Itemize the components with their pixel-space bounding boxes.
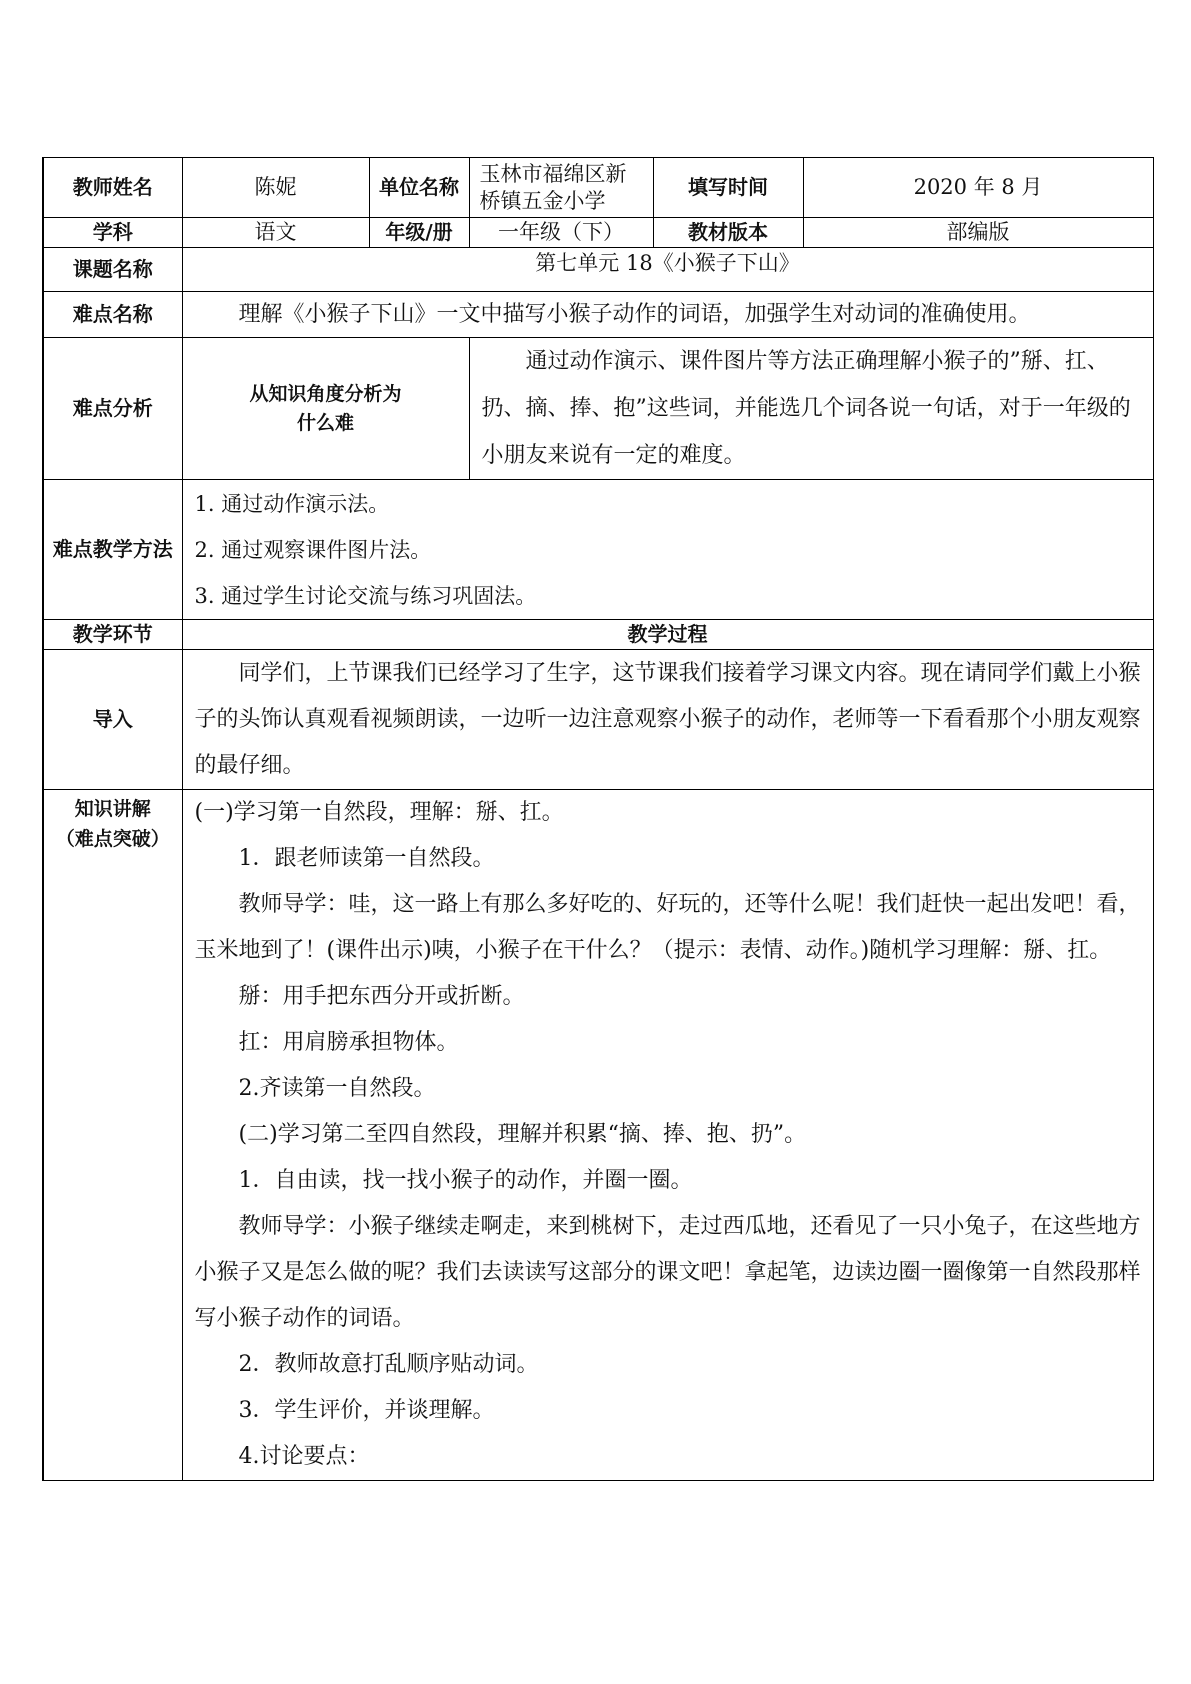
method-item: 2. 通过观察课件图片法。: [194, 537, 432, 562]
knowledge-content: [182, 790, 1153, 1481]
header-row-1: [43, 158, 1153, 218]
lesson-plan-form: [42, 157, 1152, 1481]
teacher-name-value: 陈妮: [182, 158, 369, 218]
analysis-sub-label-line-2: 什么难: [296, 411, 354, 434]
analysis-sub-label-line-1: 从知识角度分析为: [249, 383, 402, 405]
difficulty-value: 理解《小猴子下山》一文中描写小猴子动作的词语，加强学生对动词的准确使用。: [182, 292, 1153, 338]
analysis-row: [43, 338, 1153, 480]
unit-name-line-2: 桥镇五金小学: [479, 188, 606, 213]
teacher-name-label: 教师姓名: [43, 158, 182, 218]
knowledge-line: 3．学生评价，并谈理解。: [238, 1398, 495, 1423]
header-row-2: [43, 218, 1153, 248]
knowledge-line: (二)学习第二至四自然段，理解并积累“摘、捧、抱、扔”。: [238, 1122, 807, 1147]
intro-label: 导入: [43, 650, 182, 790]
lesson-plan-table: [42, 157, 1154, 1481]
knowledge-line: 教师导学：小猴子继续走啊走，来到桃树下，走过西瓜地，还看见了一只小兔子，在这些地方小猴子又是怎么做的呢？我们去读读写这部分的课文吧！拿起笔，边读边圈一圈像第一自然段那样写小猴子动作的词语。: [194, 1214, 1141, 1331]
unit-name-line-1: 玉林市福绵区新: [479, 161, 627, 186]
subject-label: 学科: [43, 218, 182, 248]
subject-value: 语文: [182, 218, 369, 248]
knowledge-line: 1．自由读，找一找小猴子的动作，并圈一圈。: [238, 1168, 693, 1193]
method-item: 1. 通过动作演示法。: [194, 491, 390, 516]
methods-list: [182, 480, 1153, 620]
grade-label: 年级/册: [369, 218, 469, 248]
unit-name-value: [469, 158, 653, 218]
knowledge-line: (一)学习第一自然段，理解：掰、扛。: [194, 800, 564, 825]
process-label: 教学过程: [182, 620, 1153, 650]
knowledge-line: 2．教师故意打乱顺序贴动词。: [238, 1352, 539, 1377]
methods-row: [43, 480, 1153, 620]
topic-row: [43, 248, 1153, 292]
grade-value: 一年级（下）: [469, 218, 653, 248]
knowledge-line: 掰：用手把东西分开或折断。: [238, 984, 525, 1009]
topic-value: 第七单元 18《小猴子下山》: [182, 248, 1153, 292]
intro-text: 同学们，上节课我们已经学习了生字，这节课我们接着学习课文内容。现在请同学们戴上小猴子的头饰认真观看视频朗读，一边听一边注意观察小猴子的动作，老师等一下看看那个小朋友观察的最仔细。: [182, 650, 1153, 790]
analysis-label: 难点分析: [43, 338, 182, 480]
knowledge-label: [43, 790, 182, 1481]
knowledge-label-line-2: （难点突破）: [55, 828, 170, 851]
methods-label: 难点教学方法: [43, 480, 182, 620]
stage-label: 教学环节: [43, 620, 182, 650]
edition-label: 教材版本: [653, 218, 803, 248]
date-label: 填写时间: [653, 158, 803, 218]
method-item: 3. 通过学生讨论交流与练习巩固法。: [194, 583, 537, 608]
knowledge-line: 4.讨论要点：: [238, 1444, 370, 1469]
difficulty-row: [43, 292, 1153, 338]
topic-label: 课题名称: [43, 248, 182, 292]
process-header-row: [43, 620, 1153, 650]
unit-name-label: 单位名称: [369, 158, 469, 218]
knowledge-line: 1．跟老师读第一自然段。: [238, 846, 495, 871]
difficulty-label: 难点名称: [43, 292, 182, 338]
edition-value: 部编版: [803, 218, 1153, 248]
knowledge-line: 2.齐读第一自然段。: [238, 1076, 436, 1101]
knowledge-row: [43, 790, 1153, 1481]
knowledge-line: 扛：用肩膀承担物体。: [238, 1030, 459, 1055]
date-value: 2020 年 8 月: [803, 158, 1153, 218]
analysis-sub-label: [182, 338, 469, 480]
knowledge-line: 教师导学：哇，这一路上有那么多好吃的、好玩的，还等什么呢！我们赶快一起出发吧！看，玉米地到了！(课件出示)咦，小猴子在干什么？（提示：表情、动作。)随机学习理解：掰、扛。: [194, 892, 1141, 963]
intro-row: [43, 650, 1153, 790]
knowledge-label-line-1: 知识讲解: [74, 798, 151, 820]
analysis-text: 通过动作演示、课件图片等方法正确理解小猴子的”掰、扛、扔、摘、捧、抱”这些词，并能选几个词各说一句话，对于一年级的小朋友来说有一定的难度。: [469, 338, 1153, 480]
